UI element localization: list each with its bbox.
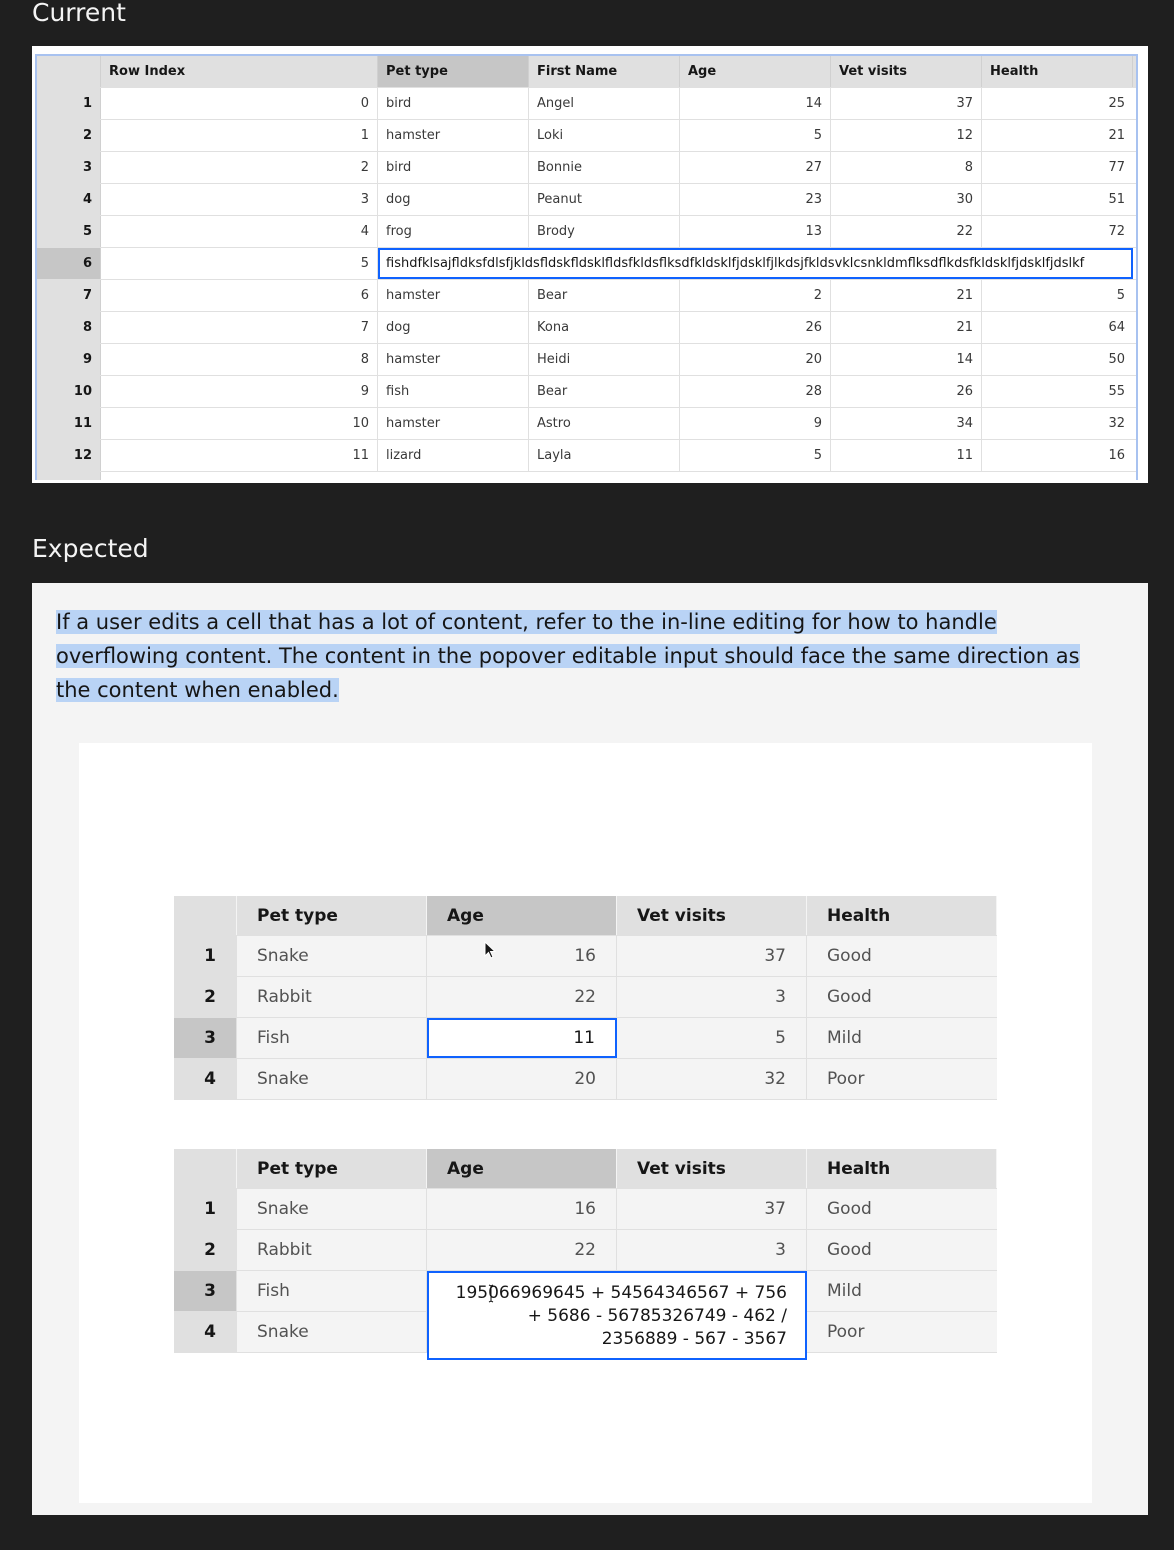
cell-age[interactable]: 16 [427,936,617,976]
cell-health[interactable]: 77 [1108,160,1125,175]
cell-age[interactable]: 14 [680,88,831,119]
row-number[interactable]: 4 [174,1312,237,1352]
cell-health[interactable]: Good [827,946,872,966]
cell-row-index[interactable]: 7 [101,312,378,343]
cell-vet-visits[interactable]: 3 [617,977,807,1017]
cell-editing-input[interactable]: fishdfklsajfldksfdlsfjkldsfldskfldsklfldsfkldsflksdfkldsklfjdsklfjlkdsjfkldsvklcsnkldmflksdflkdsfkldsklfjdsklfjdslkf [378,248,1133,279]
cell-pet-type[interactable]: fish [378,376,529,407]
cell-row-index[interactable]: 8 [101,344,378,375]
cell-pet-type[interactable]: dog [378,184,529,215]
cell-pet-type[interactable]: dog [378,312,529,343]
cell-age[interactable]: 16 [427,1189,617,1229]
cell-age[interactable]: 13 [680,216,831,247]
cell-pet-type[interactable]: hamster [378,408,529,439]
header-pet-type[interactable]: Pet type [378,56,529,87]
row-number[interactable]: 4 [37,184,101,215]
cell-pet-type[interactable]: bird [378,88,529,119]
cell-pet-type[interactable]: hamster [378,280,529,311]
cell-age[interactable]: 9 [680,408,831,439]
current-grid-panel [32,46,1148,483]
row-number[interactable]: 7 [37,280,101,311]
grid-row [37,312,1136,344]
row-number[interactable]: 3 [37,152,101,183]
cell-row-index[interactable]: 11 [101,440,378,471]
cell-health[interactable]: Mild [827,1281,862,1301]
cell-age-editing[interactable]: 11 [427,1018,617,1058]
cell-vet-visits[interactable]: 11 [831,440,982,471]
header-corner [37,56,101,87]
cell-health[interactable]: Good [827,987,872,1007]
cell-row-index[interactable]: 4 [101,216,378,247]
cell-pet-type[interactable]: Snake [237,1059,427,1099]
cell-health[interactable]: 50 [1108,352,1125,367]
cell-pet-type[interactable]: lizard [378,440,529,471]
header-pet-type[interactable]: Pet type [237,896,427,935]
cell-vet-visits[interactable]: 37 [831,88,982,119]
text-cursor-icon [488,1284,496,1304]
cell-vet-visits[interactable]: 34 [831,408,982,439]
cell-age[interactable]: 23 [680,184,831,215]
header-health[interactable]: Health [807,1149,997,1188]
cell-age[interactable]: 5 [680,440,831,471]
cell-vet-visits[interactable]: 14 [831,344,982,375]
example-canvas [79,743,1092,1503]
grid-row [37,248,1136,280]
cell-age[interactable]: 2 [680,280,831,311]
cell-health[interactable]: 64 [1108,320,1125,335]
mouse-pointer-icon [484,941,498,961]
expected-panel [32,583,1148,1515]
cell-pet-type[interactable]: Fish [237,1018,427,1058]
row-number[interactable]: 3 [174,1018,237,1058]
cell-row-index[interactable]: 5 [101,248,378,279]
cell-health[interactable]: 72 [1108,224,1125,239]
cell-health[interactable]: Poor [827,1069,865,1089]
cell-first-name[interactable]: Brody [529,216,680,247]
cell-age[interactable]: 22 [427,977,617,1017]
row-number[interactable]: 2 [174,1230,237,1270]
cell-health[interactable]: Poor [827,1322,865,1342]
cell-vet-visits[interactable]: 22 [831,216,982,247]
cell-health[interactable]: 5 [1116,288,1125,303]
cell-age[interactable]: 22 [427,1230,617,1270]
row-number[interactable]: 9 [37,344,101,375]
row-number[interactable]: 3 [174,1271,237,1311]
row-number[interactable]: 11 [37,408,101,439]
cell-health[interactable]: 55 [1108,384,1125,399]
grid-partial-row [37,472,1136,480]
cell-vet-visits[interactable]: 3 [617,1230,807,1270]
cell-health[interactable]: Mild [827,1028,862,1048]
cell-health[interactable]: 16 [1108,448,1125,463]
cell-vet-visits[interactable]: 30 [831,184,982,215]
cell-age[interactable]: 28 [680,376,831,407]
current-data-grid [35,54,1138,480]
cell-first-name[interactable]: Angel [529,88,680,119]
cell-row-index[interactable]: 9 [101,376,378,407]
table-header-row [174,1149,997,1189]
popover-editable-input[interactable]: 195066969645 + 54564346567 + 756 + 5686 - 56785326749 - 462 / 2356889 - 567 - 3567 [427,1271,807,1360]
cell-row-index[interactable]: 3 [101,184,378,215]
cell-pet-type[interactable]: Rabbit [237,1230,427,1270]
grid-row [37,344,1136,376]
cell-row-index[interactable]: 10 [101,408,378,439]
row-number[interactable]: 10 [37,376,101,407]
row-number[interactable]: 5 [37,216,101,247]
header-vet-visits[interactable]: Vet visits [617,1149,807,1188]
grid-row [37,120,1136,152]
row-number[interactable]: 1 [37,88,101,119]
header-health[interactable]: Health [982,56,1133,87]
grid-row [37,88,1136,120]
row-number[interactable]: 2 [174,977,237,1017]
header-health[interactable]: Health [807,896,997,935]
cell-vet-visits[interactable]: 21 [831,312,982,343]
example-table-popover-edit [174,1149,997,1353]
header-age[interactable]: Age [427,896,617,935]
current-section-title: Current [32,0,126,27]
cell-row-index[interactable]: 6 [101,280,378,311]
header-first-name[interactable]: First Name [529,56,680,87]
grid-row [37,408,1136,440]
cell-first-name[interactable]: Loki [529,120,680,151]
table-row [174,1230,997,1271]
cell-row-index[interactable]: 2 [101,152,378,183]
cell-pet-type[interactable]: frog [378,216,529,247]
grid-row [37,152,1136,184]
table-header-row [174,896,997,936]
header-corner [174,1149,237,1188]
cell-pet-type[interactable]: Snake [237,1312,427,1352]
cell-pet-type[interactable]: Fish [237,1271,427,1311]
cell-age[interactable]: 27 [680,152,831,183]
cell-age[interactable]: 26 [680,312,831,343]
table-row [174,936,997,977]
cell-pet-type[interactable]: Snake [237,1189,427,1229]
expected-section-title: Expected [32,534,149,563]
row-number[interactable]: 2 [37,120,101,151]
row-number [37,472,101,480]
cell-first-name[interactable]: Bonnie [529,152,680,183]
cell-first-name[interactable]: Kona [529,312,680,343]
cell-health[interactable]: 21 [1108,128,1125,143]
grid-row [37,184,1136,216]
header-row-index[interactable]: Row Index [101,56,378,87]
cell-pet-type[interactable]: hamster [378,344,529,375]
cell-health[interactable]: Good [827,1199,872,1219]
cell-vet-visits[interactable]: 32 [617,1059,807,1099]
example-table-inline-edit [174,896,997,1100]
cell-first-name[interactable]: Heidi [529,344,680,375]
header-age[interactable]: Age [427,1149,617,1188]
grid-row [37,376,1136,408]
cell-row-index[interactable]: 0 [101,88,378,119]
cell-first-name[interactable]: Astro [529,408,680,439]
highlighted-description: If a user edits a cell that has a lot of content, refer to the in-line editing for how to handle overflowing content. The content in the popover editable input should face the same direction as the content when enabled. [56,610,1080,702]
description-text [56,605,1096,707]
row-number[interactable]: 8 [37,312,101,343]
table-row [174,1059,997,1100]
table-row [174,1018,997,1059]
header-vet-visits[interactable]: Vet visits [831,56,982,87]
cell-first-name[interactable]: Bear [529,376,680,407]
row-number[interactable]: 4 [174,1059,237,1099]
cell-vet-visits[interactable]: 12 [831,120,982,151]
cell-vet-visits[interactable]: 26 [831,376,982,407]
cell-first-name[interactable]: Layla [529,440,680,471]
header-vet-visits[interactable]: Vet visits [617,896,807,935]
cell-health[interactable]: 51 [1108,192,1125,207]
cell-vet-visits[interactable]: 21 [831,280,982,311]
row-number[interactable]: 12 [37,440,101,471]
row-number[interactable]: 1 [174,1189,237,1229]
cell-first-name[interactable]: Peanut [529,184,680,215]
grid-row [37,280,1136,312]
row-number[interactable]: 1 [174,936,237,976]
table-row [174,1189,997,1230]
cell-first-name[interactable]: Bear [529,280,680,311]
cell-health[interactable]: 25 [1108,96,1125,111]
cell-vet-visits[interactable]: 8 [831,152,982,183]
cell-health[interactable]: 32 [1108,416,1125,431]
cell-pet-type[interactable]: Rabbit [237,977,427,1017]
header-corner [174,896,237,935]
row-number[interactable]: 6 [37,248,101,279]
grid-row [37,440,1136,472]
cell-age[interactable]: 20 [680,344,831,375]
header-age[interactable]: Age [680,56,831,87]
cell-pet-type[interactable]: hamster [378,120,529,151]
table-row [174,977,997,1018]
cell-pet-type[interactable]: Snake [237,936,427,976]
cell-row-index[interactable]: 1 [101,120,378,151]
cell-age[interactable]: 20 [427,1059,617,1099]
cell-health[interactable]: Good [827,1240,872,1260]
cell-vet-visits[interactable]: 37 [617,936,807,976]
header-pet-type[interactable]: Pet type [237,1149,427,1188]
grid-header-row [37,56,1136,88]
cell-vet-visits[interactable]: 5 [617,1018,807,1058]
cell-vet-visits[interactable]: 37 [617,1189,807,1229]
cell-age[interactable]: 5 [680,120,831,151]
grid-row [37,216,1136,248]
cell-pet-type[interactable]: bird [378,152,529,183]
